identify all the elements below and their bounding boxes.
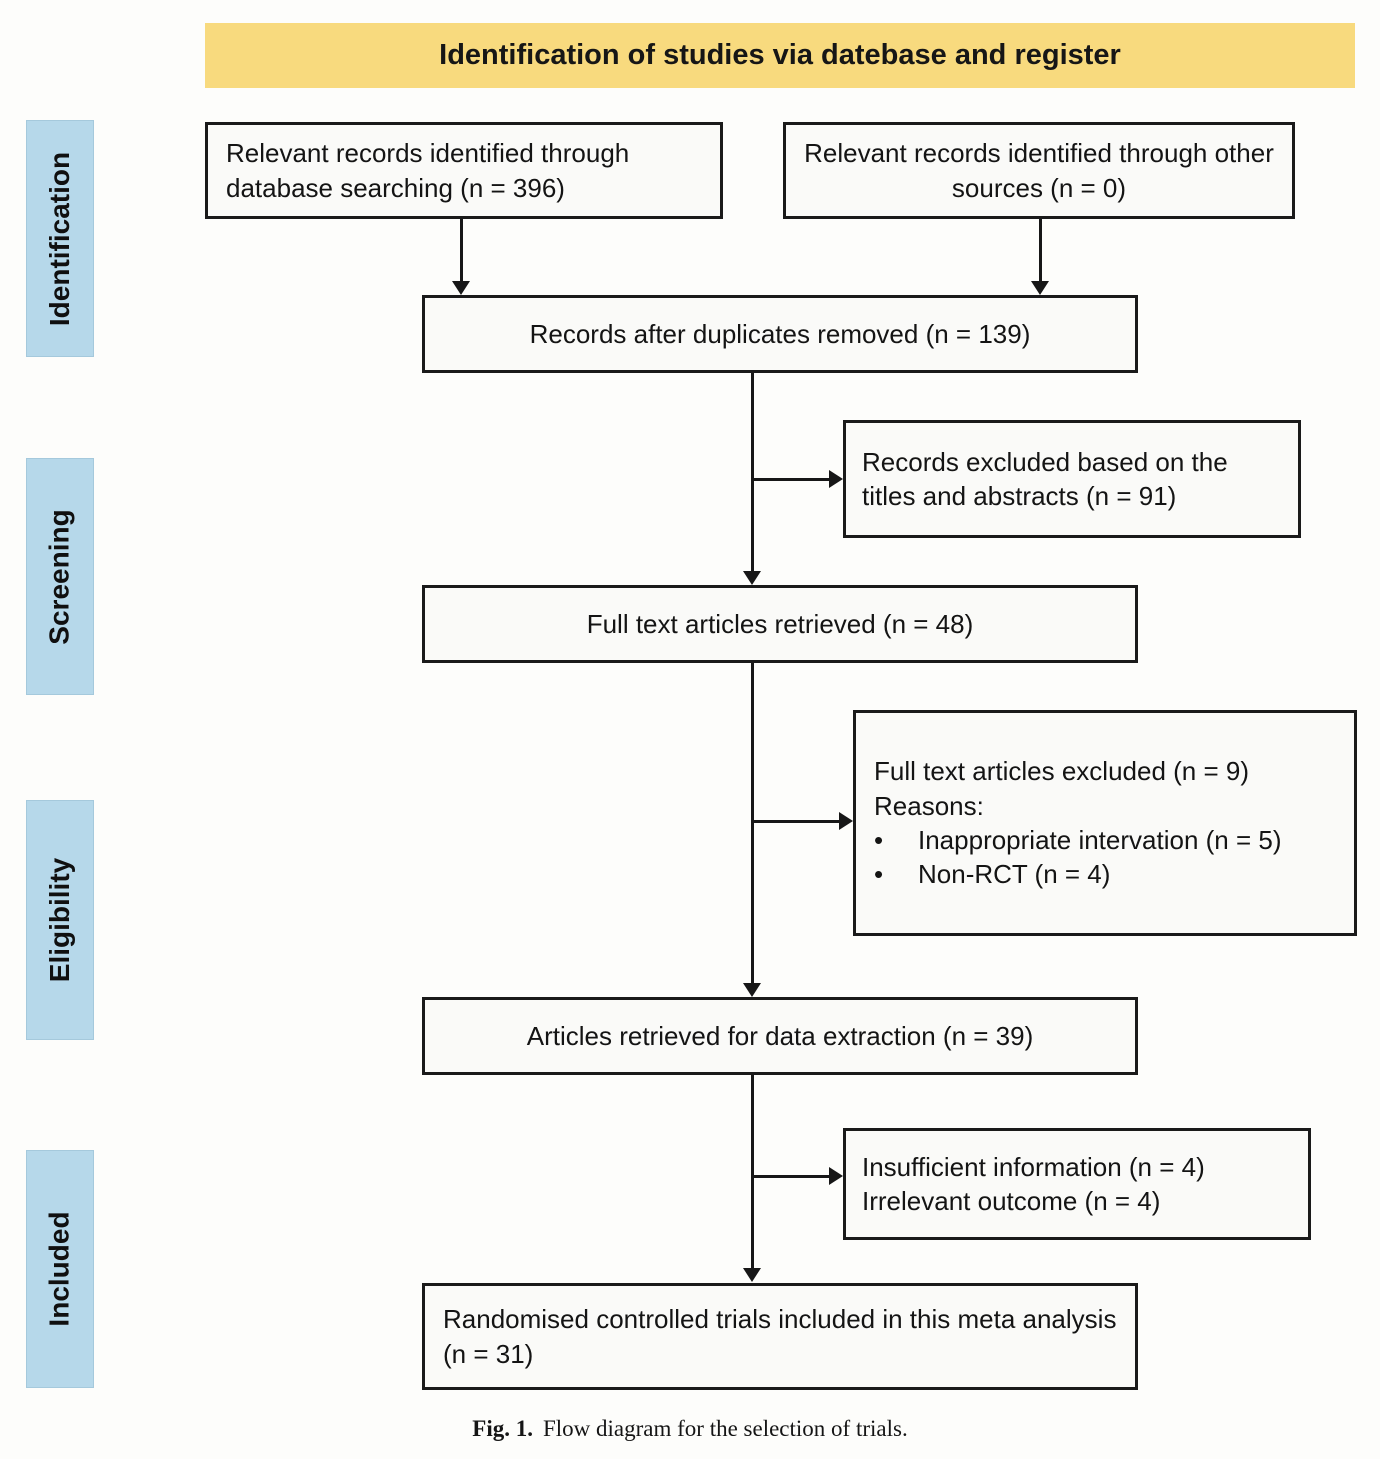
arrow-down-icon xyxy=(743,983,761,997)
branch-to-excluded-outcome-line xyxy=(751,1175,829,1178)
arrow-duplicates-to-fulltext-line xyxy=(751,373,754,572)
full-text-excluded-reasons-label: Reasons: xyxy=(874,790,984,821)
stage-label-text: Included xyxy=(44,1211,75,1327)
box-data-extraction-text: Articles retrieved for data extraction (n = 39) xyxy=(526,1020,1034,1051)
arrow-other-to-duplicates-line xyxy=(1039,219,1042,282)
box-duplicates-removed xyxy=(422,295,1138,373)
box-included-rct xyxy=(422,1283,1138,1390)
box-excluded-outcome xyxy=(843,1128,1311,1240)
box-full-text-retrieved-text: Full text articles retrieved (n = 48) xyxy=(586,608,974,639)
excluded-outcome-line2: Irrelevant outcome (n = 4) xyxy=(862,1186,1161,1216)
box-database-search xyxy=(205,122,723,219)
figure-caption-label: Fig. 1. xyxy=(472,1416,533,1441)
box-other-sources xyxy=(783,122,1295,219)
stage-label-included xyxy=(26,1150,94,1388)
arrow-right-icon xyxy=(829,1167,843,1185)
box-other-sources-text: Relevant records identified through other sources (n = 0) xyxy=(804,138,1274,203)
stage-label-text: Screening xyxy=(44,508,76,645)
arrow-down-icon xyxy=(452,281,470,295)
box-full-text-excluded xyxy=(853,710,1357,936)
arrow-down-icon xyxy=(743,571,761,585)
arrow-down-icon xyxy=(743,1268,761,1282)
box-excluded-titles-abstracts xyxy=(843,420,1301,538)
full-text-excluded-bullet-2 xyxy=(874,857,1110,891)
branch-to-fulltext-excluded-line xyxy=(751,820,839,823)
box-excluded-titles-abstracts-text: Records excluded based on the titles and abstracts (n = 91) xyxy=(862,446,1228,511)
arrow-database-to-duplicates-line xyxy=(460,219,463,282)
stage-label-identification xyxy=(26,120,94,357)
box-duplicates-removed-text: Records after duplicates removed (n = 139) xyxy=(529,318,1031,349)
full-text-excluded-bullet-1 xyxy=(874,823,1282,857)
branch-to-excluded-titles-line xyxy=(751,478,829,481)
stage-label-screening xyxy=(26,458,94,695)
stage-label-eligibility xyxy=(26,800,94,1040)
stage-label-text: Identification xyxy=(44,151,76,326)
bullet-icon: • xyxy=(874,825,884,855)
box-data-extraction xyxy=(422,997,1138,1075)
full-text-excluded-bullet-2-text: Non-RCT (n = 4) xyxy=(918,859,1111,890)
box-included-rct-text: Randomised controlled trials included in this meta analysis (n = 31) xyxy=(443,1304,1117,1369)
bullet-icon: • xyxy=(874,859,884,890)
arrow-down-icon xyxy=(1031,281,1049,295)
arrow-fulltext-to-dataextraction-line xyxy=(751,663,754,984)
full-text-excluded-line1: Full text articles excluded (n = 9) xyxy=(874,756,1249,787)
box-database-search-text: Relevant records identified through database searching (n = 396) xyxy=(226,138,630,203)
box-full-text-retrieved xyxy=(422,585,1138,663)
figure-caption-text: Flow diagram for the selection of trials. xyxy=(542,1416,908,1441)
full-text-excluded-bullet-1-text: Inappropriate intervation (n = 5) xyxy=(918,825,1282,855)
arrow-right-icon xyxy=(839,812,853,830)
stage-label-text: Eligibility xyxy=(44,857,75,983)
banner-title: Identification of studies via datebase and register xyxy=(205,23,1355,88)
arrow-dataextraction-to-included-line xyxy=(751,1075,754,1269)
excluded-outcome-line1: Insufficient information (n = 4) xyxy=(862,1151,1205,1182)
arrow-right-icon xyxy=(829,470,843,488)
figure-caption xyxy=(0,1416,1380,1442)
